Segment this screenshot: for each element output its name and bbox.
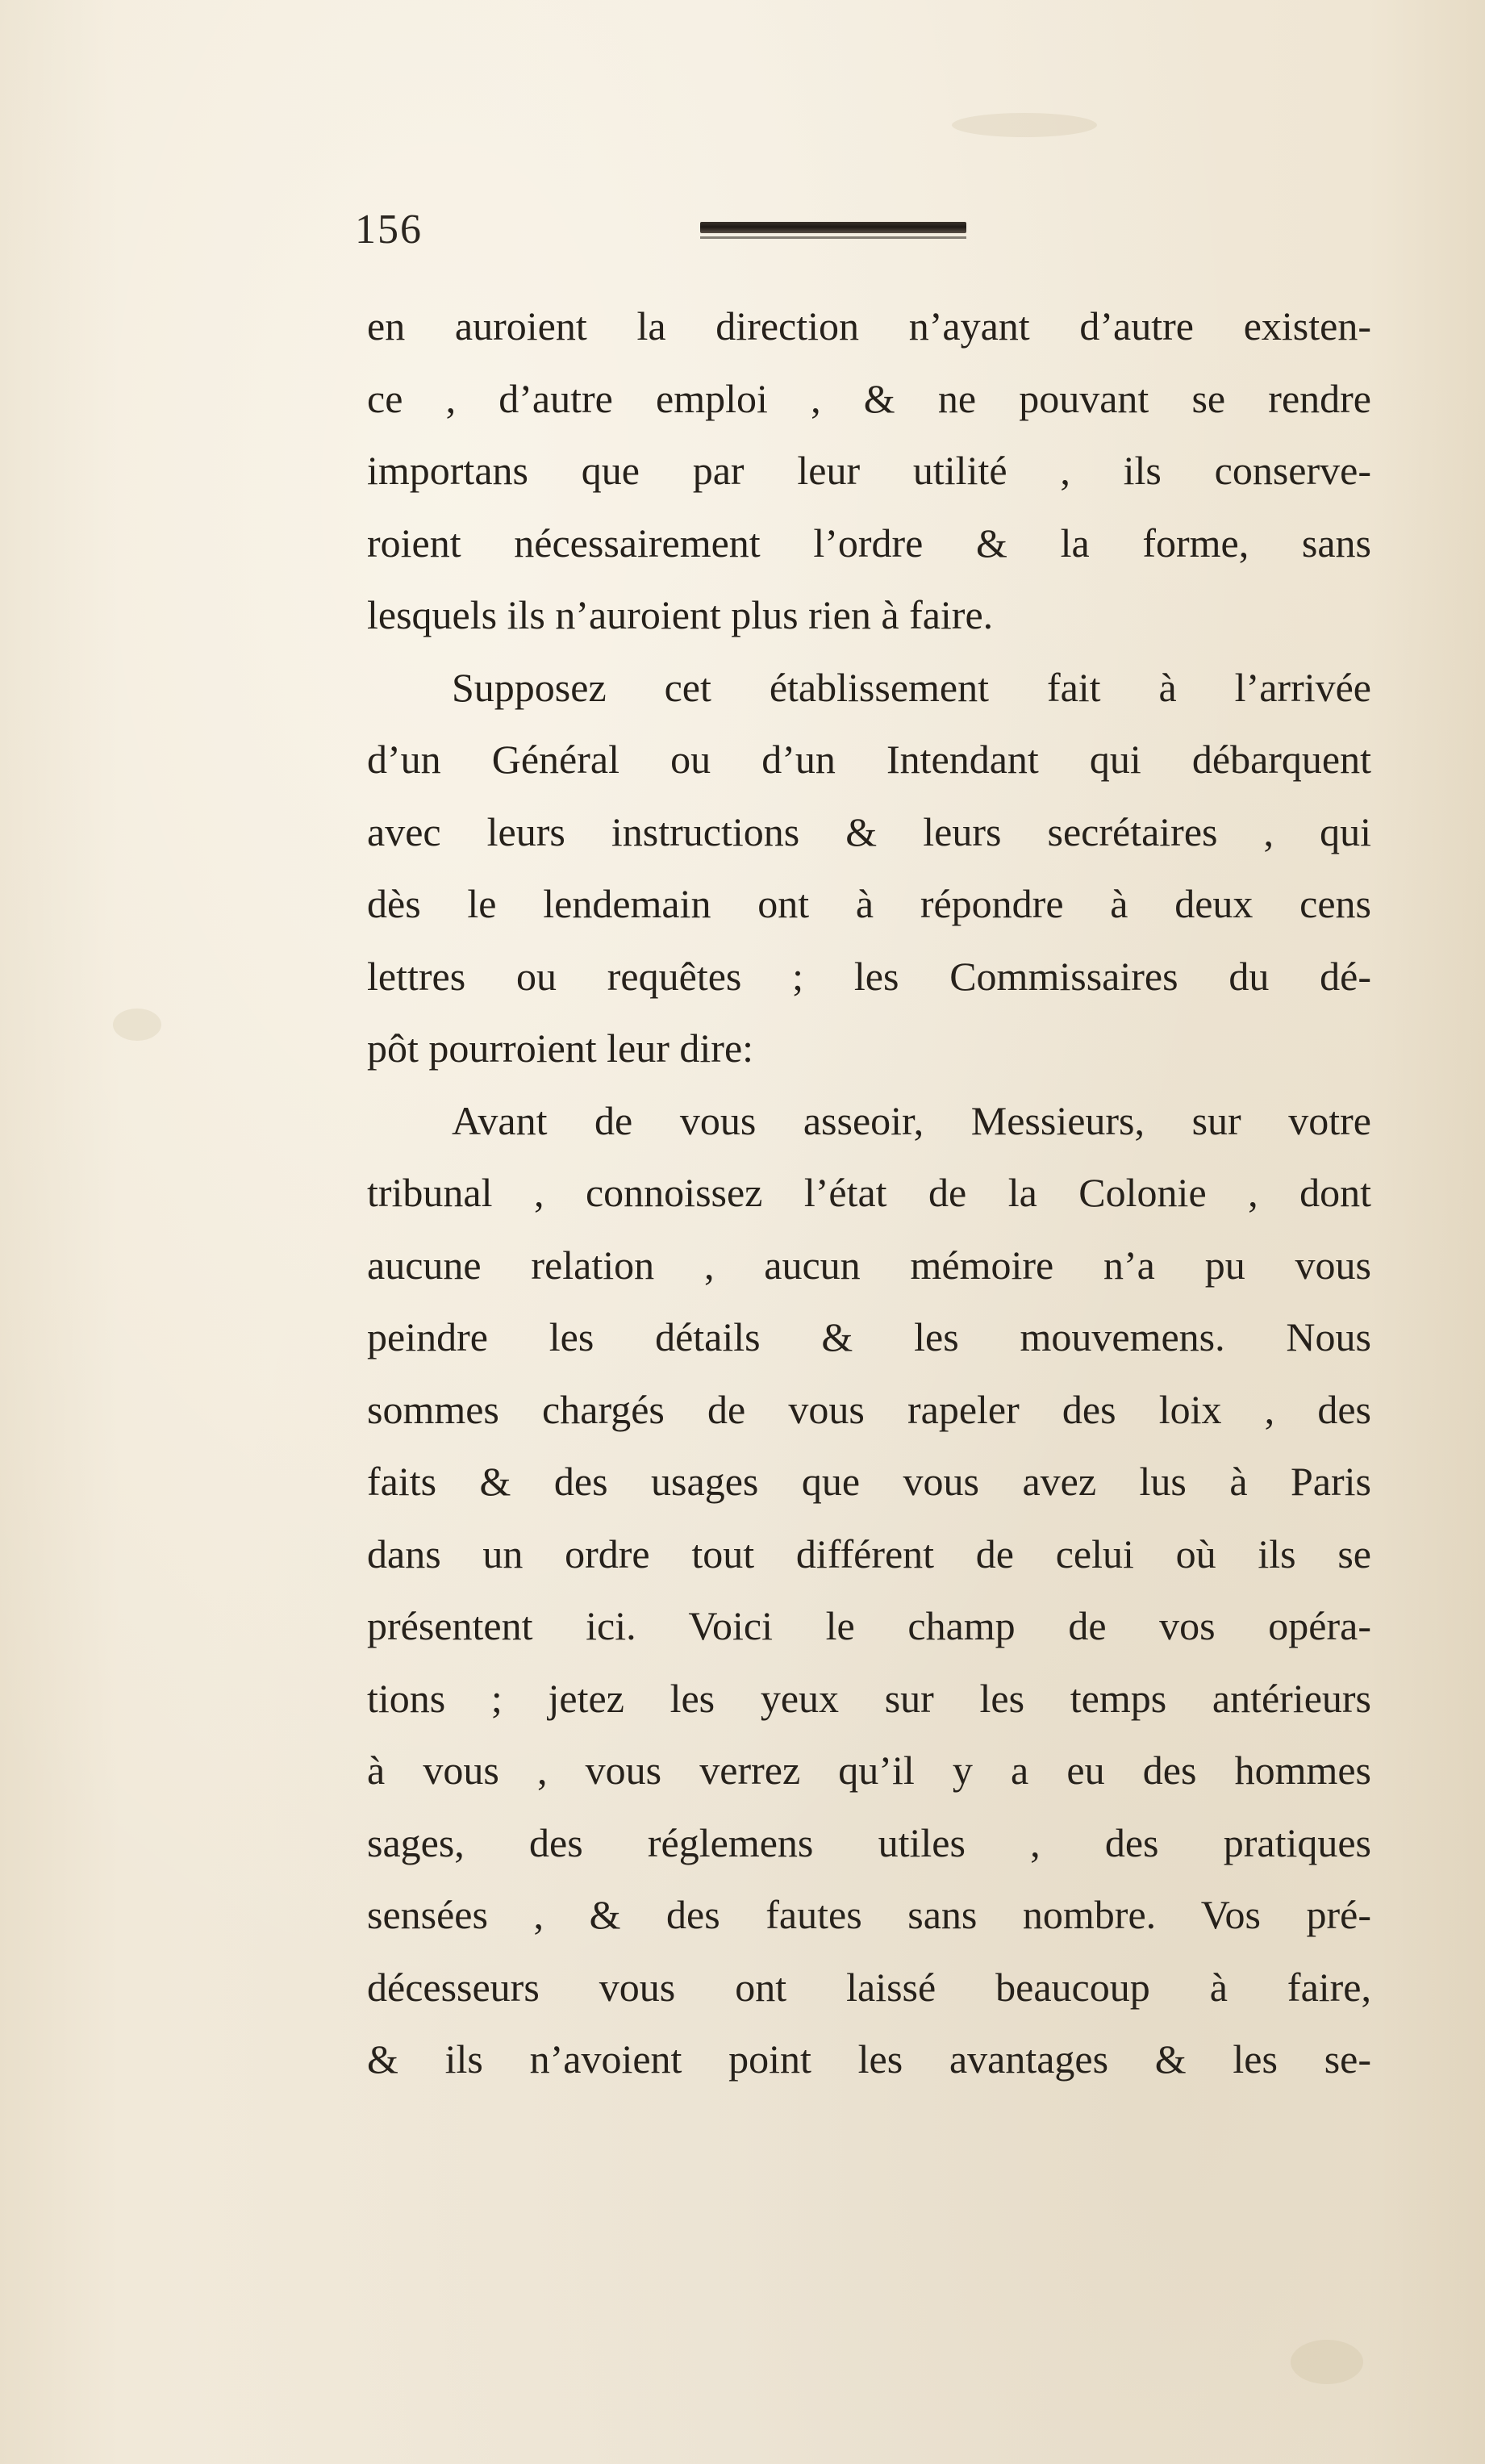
text-line: d’un Général ou d’un Intendant qui débarquent <box>367 737 1371 782</box>
text-line: peindre les détails & les mouvemens. Nous <box>367 1314 1371 1359</box>
paper-foxing-spot <box>952 113 1097 137</box>
text-line: sensées , & des fautes sans nombre. Vos pré- <box>367 1892 1371 1937</box>
text-line: dans un ordre tout différent de celui où ils se <box>367 1531 1371 1577</box>
text-line: dès le lendemain ont à répondre à deux cens <box>367 881 1371 926</box>
text-line: Avant de vous asseoir, Messieurs, sur votre <box>452 1097 1371 1143</box>
text-line: pôt pourroient leur dire: <box>367 1025 754 1071</box>
text-line: Supposez cet établissement fait à l’arrivée <box>452 664 1371 710</box>
text-line: lettres ou requêtes ; les Commissaires du dé- <box>367 953 1371 999</box>
text-line: aucune relation , aucun mémoire n’a pu vous <box>367 1242 1371 1288</box>
body-text <box>367 290 1371 2096</box>
header-rule <box>700 222 966 233</box>
text-line: présentent ici. Voici le champ de vos opéra- <box>367 1603 1371 1648</box>
paper-foxing-spot <box>1291 2340 1363 2384</box>
text-line: ce , d’autre emploi , & ne pouvant se rendre <box>367 375 1371 421</box>
text-line: tribunal , connoissez l’état de la Colonie , dont <box>367 1170 1371 1215</box>
text-line: lesquels ils n’auroient plus rien à faire. <box>367 592 994 637</box>
text-line: décesseurs vous ont laissé beaucoup à faire, <box>367 1964 1371 2010</box>
text-line: roient nécessairement l’ordre & la forme, sans <box>367 520 1371 566</box>
text-line: faits & des usages que vous avez lus à Paris <box>367 1459 1371 1504</box>
page-number: 156 <box>355 207 423 253</box>
text-line: à vous , vous verrez qu’il y a eu des hommes <box>367 1748 1371 1793</box>
text-line: sommes chargés de vous rapeler des loix , des <box>367 1386 1371 1432</box>
text-line: & ils n’avoient point les avantages & les se- <box>367 2036 1371 2082</box>
text-line: tions ; jetez les yeux sur les temps antérieurs <box>367 1675 1371 1721</box>
text-line: en auroient la direction n’ayant d’autre existen- <box>367 303 1371 349</box>
text-line: importans que par leur utilité , ils conserve- <box>367 448 1371 493</box>
page-header <box>355 206 1371 262</box>
text-line: sages, des réglemens utiles , des pratiques <box>367 1819 1371 1865</box>
text-line: avec leurs instructions & leurs secrétaires , qui <box>367 808 1371 854</box>
paper-foxing-spot <box>113 1009 161 1041</box>
